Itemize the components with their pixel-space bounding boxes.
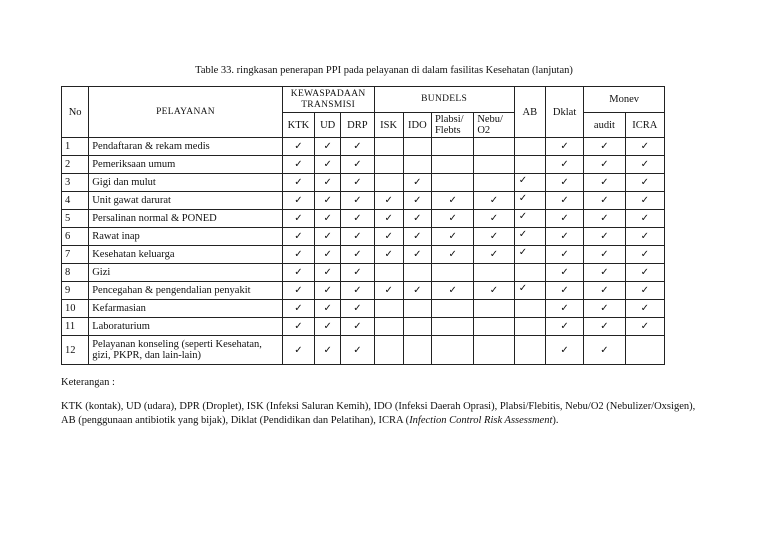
check-mark-icon: ✓ <box>518 229 528 240</box>
table-row <box>62 156 665 174</box>
cell-nebu <box>474 228 514 246</box>
check-mark-icon: ✓ <box>560 141 569 152</box>
cell-ud <box>315 174 341 192</box>
check-mark-icon: ✓ <box>518 283 528 294</box>
cell-ktk <box>282 300 314 318</box>
cell-plabsi <box>431 210 473 228</box>
table-row <box>62 192 665 210</box>
check-mark-icon: ✓ <box>489 231 499 242</box>
check-mark-icon: ✓ <box>323 321 332 332</box>
cell-diklat <box>545 228 583 246</box>
cell-ud <box>315 300 341 318</box>
cell-icra <box>625 210 664 228</box>
check-mark-icon: ✓ <box>353 159 362 170</box>
keterangan-description <box>61 400 701 428</box>
cell-ud <box>315 246 341 264</box>
row-service-name: Gigi dan mulut <box>89 174 283 192</box>
check-mark-icon: ✓ <box>323 177 332 188</box>
cell-drp <box>341 246 374 264</box>
header-nebu: Nebu/ O2 <box>474 113 514 138</box>
cell-nebu <box>474 336 514 365</box>
check-mark-icon: ✓ <box>640 321 649 332</box>
cell-isk <box>374 210 403 228</box>
check-mark-icon: ✓ <box>353 285 362 296</box>
cell-icra <box>625 192 664 210</box>
check-mark-icon: ✓ <box>353 213 362 224</box>
cell-ud <box>315 336 341 365</box>
check-mark-icon: ✓ <box>323 267 332 278</box>
cell-diklat <box>545 246 583 264</box>
check-mark-icon: ✓ <box>353 267 362 278</box>
check-mark-icon: ✓ <box>518 211 528 222</box>
cell-nebu <box>474 138 514 156</box>
cell-drp <box>341 174 374 192</box>
keterangan-text: KTK (kontak), UD (udara), DPR (Droplet), ISK (Infeksi Saluran Kemih), IDO (Infeksi Daerah Oprasi), Plabsi/Flebitis, Nebu/O2 (Nebulizer/Oxsigen), AB (penggunaan antibiotik yang bijak), Diklat (Pendidikan dan Pelatihan), ICRA ( <box>61 401 696 426</box>
cell-isk <box>374 318 403 336</box>
check-mark-icon: ✓ <box>294 159 303 170</box>
cell-diklat <box>545 174 583 192</box>
check-mark-icon: ✓ <box>323 141 332 152</box>
cell-ido <box>403 336 431 365</box>
table-row <box>62 246 665 264</box>
cell-diklat <box>545 264 583 282</box>
check-mark-icon: ✓ <box>353 303 362 314</box>
check-mark-icon: ✓ <box>640 303 649 314</box>
row-number: 8 <box>62 264 89 282</box>
cell-ud <box>315 282 341 300</box>
cell-drp <box>341 210 374 228</box>
cell-ab <box>514 138 545 156</box>
cell-isk <box>374 192 403 210</box>
cell-plabsi <box>431 282 473 300</box>
cell-ab <box>514 336 545 365</box>
cell-ab <box>514 282 545 300</box>
row-service-name: Gizi <box>89 264 283 282</box>
check-mark-icon: ✓ <box>560 267 569 278</box>
cell-nebu <box>474 300 514 318</box>
check-mark-icon: ✓ <box>640 141 649 152</box>
cell-ktk <box>282 210 314 228</box>
row-number: 5 <box>62 210 89 228</box>
cell-ktk <box>282 228 314 246</box>
cell-isk <box>374 264 403 282</box>
table-row <box>62 210 665 228</box>
cell-ktk <box>282 318 314 336</box>
check-mark-icon: ✓ <box>560 303 569 314</box>
check-mark-icon: ✓ <box>323 249 332 260</box>
cell-drp <box>341 318 374 336</box>
cell-ab <box>514 300 545 318</box>
cell-ktk <box>282 174 314 192</box>
cell-ktk <box>282 336 314 365</box>
cell-drp <box>341 264 374 282</box>
row-service-name: Pemeriksaan umum <box>89 156 283 174</box>
row-service-name: Unit gawat darurat <box>89 192 283 210</box>
check-mark-icon: ✓ <box>353 344 362 356</box>
cell-isk <box>374 246 403 264</box>
cell-ab <box>514 246 545 264</box>
cell-plabsi <box>431 156 473 174</box>
row-service-name: Rawat inap <box>89 228 283 246</box>
cell-plabsi <box>431 246 473 264</box>
cell-nebu <box>474 246 514 264</box>
check-mark-icon: ✓ <box>413 213 422 224</box>
row-service-name: Kesehatan keluarga <box>89 246 283 264</box>
cell-diklat <box>545 336 583 365</box>
check-mark-icon: ✓ <box>640 195 649 206</box>
row-service-name: Kefarmasian <box>89 300 283 318</box>
check-mark-icon: ✓ <box>560 231 569 242</box>
cell-drp <box>341 156 374 174</box>
check-mark-icon: ✓ <box>294 231 303 242</box>
cell-ido <box>403 138 431 156</box>
check-mark-icon: ✓ <box>560 285 569 296</box>
check-mark-icon: ✓ <box>600 285 609 296</box>
cell-ido <box>403 192 431 210</box>
cell-ab <box>514 318 545 336</box>
cell-ido <box>403 282 431 300</box>
cell-icra <box>625 138 664 156</box>
table-row <box>62 138 665 156</box>
cell-nebu <box>474 264 514 282</box>
table-row <box>62 174 665 192</box>
keterangan-end: ). <box>552 415 559 426</box>
cell-audit <box>584 336 625 365</box>
check-mark-icon: ✓ <box>640 231 649 242</box>
check-mark-icon: ✓ <box>353 321 362 332</box>
check-mark-icon: ✓ <box>600 231 609 242</box>
cell-isk <box>374 300 403 318</box>
check-mark-icon: ✓ <box>518 247 528 258</box>
check-mark-icon: ✓ <box>560 213 569 224</box>
cell-plabsi <box>431 192 473 210</box>
check-mark-icon: ✓ <box>294 267 303 278</box>
check-mark-icon: ✓ <box>600 249 609 260</box>
check-mark-icon: ✓ <box>560 344 569 356</box>
check-mark-icon: ✓ <box>353 195 362 206</box>
check-mark-icon: ✓ <box>353 177 362 188</box>
cell-ido <box>403 246 431 264</box>
cell-plabsi <box>431 138 473 156</box>
cell-audit <box>584 174 625 192</box>
cell-diklat <box>545 192 583 210</box>
header-audit: audit <box>584 113 625 138</box>
row-number: 2 <box>62 156 89 174</box>
cell-isk <box>374 336 403 365</box>
check-mark-icon: ✓ <box>640 267 649 278</box>
cell-icra <box>625 282 664 300</box>
cell-plabsi <box>431 300 473 318</box>
check-mark-icon: ✓ <box>640 213 649 224</box>
cell-nebu <box>474 282 514 300</box>
check-mark-icon: ✓ <box>384 195 393 206</box>
check-mark-icon: ✓ <box>294 213 303 224</box>
check-mark-icon: ✓ <box>518 193 528 204</box>
check-mark-icon: ✓ <box>323 213 332 224</box>
check-mark-icon: ✓ <box>323 303 332 314</box>
check-mark-icon: ✓ <box>294 321 303 332</box>
cell-ido <box>403 318 431 336</box>
cell-isk <box>374 174 403 192</box>
cell-icra <box>625 318 664 336</box>
cell-icra <box>625 300 664 318</box>
table-row <box>62 336 665 365</box>
cell-plabsi <box>431 174 473 192</box>
cell-ktk <box>282 192 314 210</box>
header-pelayanan: PELAYANAN <box>89 87 283 138</box>
row-number: 6 <box>62 228 89 246</box>
header-ud: UD <box>315 113 341 138</box>
check-mark-icon: ✓ <box>294 141 303 152</box>
header-plabsi: Plabsi/ Flebts <box>431 113 473 138</box>
cell-drp <box>341 192 374 210</box>
cell-ido <box>403 210 431 228</box>
row-service-name: Pelayanan konseling (seperti Kesehatan, gizi, PKPR, dan lain-lain) <box>89 336 283 365</box>
header-isk: ISK <box>374 113 403 138</box>
cell-icra <box>625 246 664 264</box>
check-mark-icon: ✓ <box>560 159 569 170</box>
cell-audit <box>584 318 625 336</box>
cell-drp <box>341 282 374 300</box>
cell-ido <box>403 174 431 192</box>
check-mark-icon: ✓ <box>640 249 649 260</box>
cell-ido <box>403 228 431 246</box>
check-mark-icon: ✓ <box>413 285 422 296</box>
table-row <box>62 282 665 300</box>
table-row <box>62 264 665 282</box>
cell-audit <box>584 264 625 282</box>
cell-ktk <box>282 138 314 156</box>
check-mark-icon: ✓ <box>323 344 332 356</box>
cell-ud <box>315 264 341 282</box>
header-ab: AB <box>514 87 545 138</box>
cell-nebu <box>474 174 514 192</box>
cell-ud <box>315 318 341 336</box>
cell-audit <box>584 192 625 210</box>
cell-ud <box>315 156 341 174</box>
check-mark-icon: ✓ <box>294 285 303 296</box>
table-row <box>62 300 665 318</box>
check-mark-icon: ✓ <box>489 285 499 296</box>
cell-ido <box>403 156 431 174</box>
check-mark-icon: ✓ <box>640 285 649 296</box>
row-service-name: Pencegahan & pengendalian penyakit <box>89 282 283 300</box>
cell-ud <box>315 192 341 210</box>
cell-diklat <box>545 138 583 156</box>
check-mark-icon: ✓ <box>600 303 609 314</box>
check-mark-icon: ✓ <box>489 213 499 224</box>
row-number: 9 <box>62 282 89 300</box>
keterangan-label: Keterangan : <box>61 377 115 388</box>
check-mark-icon: ✓ <box>640 159 649 170</box>
check-mark-icon: ✓ <box>294 195 303 206</box>
check-mark-icon: ✓ <box>413 231 422 242</box>
cell-plabsi <box>431 336 473 365</box>
check-mark-icon: ✓ <box>448 231 457 242</box>
cell-icra <box>625 228 664 246</box>
cell-isk <box>374 228 403 246</box>
check-mark-icon: ✓ <box>413 249 422 260</box>
header-kewaspadaan-transmisi: KEWASPADAAN TRANSMISI <box>282 87 374 113</box>
cell-diklat <box>545 210 583 228</box>
cell-audit <box>584 210 625 228</box>
cell-audit <box>584 228 625 246</box>
header-monev: Monev <box>584 87 665 113</box>
cell-audit <box>584 156 625 174</box>
cell-ab <box>514 156 545 174</box>
cell-drp <box>341 300 374 318</box>
check-mark-icon: ✓ <box>560 195 569 206</box>
check-mark-icon: ✓ <box>600 159 609 170</box>
cell-ab <box>514 210 545 228</box>
check-mark-icon: ✓ <box>600 213 609 224</box>
row-number: 4 <box>62 192 89 210</box>
cell-drp <box>341 336 374 365</box>
cell-nebu <box>474 192 514 210</box>
cell-nebu <box>474 156 514 174</box>
check-mark-icon: ✓ <box>353 231 362 242</box>
cell-audit <box>584 246 625 264</box>
check-mark-icon: ✓ <box>640 177 649 188</box>
cell-ido <box>403 264 431 282</box>
check-mark-icon: ✓ <box>384 285 393 296</box>
header-bundels: BUNDELS <box>374 87 514 113</box>
check-mark-icon: ✓ <box>600 344 609 356</box>
cell-isk <box>374 156 403 174</box>
check-mark-icon: ✓ <box>353 141 362 152</box>
check-mark-icon: ✓ <box>518 175 528 186</box>
cell-ktk <box>282 264 314 282</box>
cell-ud <box>315 228 341 246</box>
cell-isk <box>374 138 403 156</box>
check-mark-icon: ✓ <box>353 249 362 260</box>
check-mark-icon: ✓ <box>294 344 303 356</box>
header-drp: DRP <box>341 113 374 138</box>
row-number: 1 <box>62 138 89 156</box>
check-mark-icon: ✓ <box>600 267 609 278</box>
cell-ktk <box>282 246 314 264</box>
table-caption: Table 33. ringkasan penerapan PPI pada pelayanan di dalam fasilitas Kesehatan (lanjutan) <box>195 65 573 76</box>
row-number: 10 <box>62 300 89 318</box>
check-mark-icon: ✓ <box>294 303 303 314</box>
cell-diklat <box>545 300 583 318</box>
header-no: No <box>62 87 89 138</box>
check-mark-icon: ✓ <box>323 159 332 170</box>
check-mark-icon: ✓ <box>560 249 569 260</box>
cell-plabsi <box>431 318 473 336</box>
check-mark-icon: ✓ <box>560 321 569 332</box>
check-mark-icon: ✓ <box>384 213 393 224</box>
row-service-name: Pendaftaran & rekam medis <box>89 138 283 156</box>
check-mark-icon: ✓ <box>384 249 393 260</box>
check-mark-icon: ✓ <box>489 249 499 260</box>
cell-diklat <box>545 156 583 174</box>
check-mark-icon: ✓ <box>384 231 393 242</box>
row-number: 11 <box>62 318 89 336</box>
check-mark-icon: ✓ <box>323 195 332 206</box>
cell-ktk <box>282 282 314 300</box>
cell-isk <box>374 282 403 300</box>
table-row <box>62 318 665 336</box>
cell-audit <box>584 300 625 318</box>
cell-drp <box>341 228 374 246</box>
keterangan-italic: Infection Control Risk Assessment <box>409 415 553 426</box>
row-service-name: Persalinan normal & PONED <box>89 210 283 228</box>
cell-ab <box>514 174 545 192</box>
cell-plabsi <box>431 264 473 282</box>
check-mark-icon: ✓ <box>600 141 609 152</box>
check-mark-icon: ✓ <box>448 285 457 296</box>
cell-audit <box>584 282 625 300</box>
cell-ido <box>403 300 431 318</box>
check-mark-icon: ✓ <box>413 195 422 206</box>
check-mark-icon: ✓ <box>600 321 609 332</box>
cell-ab <box>514 264 545 282</box>
cell-drp <box>341 138 374 156</box>
row-service-name: Laboraturium <box>89 318 283 336</box>
cell-diklat <box>545 282 583 300</box>
cell-ud <box>315 138 341 156</box>
cell-icra <box>625 174 664 192</box>
table-row <box>62 228 665 246</box>
check-mark-icon: ✓ <box>413 177 422 188</box>
header-icra: ICRA <box>625 113 664 138</box>
cell-ab <box>514 192 545 210</box>
cell-ab <box>514 228 545 246</box>
cell-diklat <box>545 318 583 336</box>
check-mark-icon: ✓ <box>294 249 303 260</box>
check-mark-icon: ✓ <box>489 195 499 206</box>
cell-icra <box>625 156 664 174</box>
check-mark-icon: ✓ <box>323 285 332 296</box>
cell-ktk <box>282 156 314 174</box>
row-number: 3 <box>62 174 89 192</box>
check-mark-icon: ✓ <box>448 195 457 206</box>
cell-plabsi <box>431 228 473 246</box>
header-diklat: Dklat <box>545 87 583 138</box>
cell-ud <box>315 210 341 228</box>
check-mark-icon: ✓ <box>600 177 609 188</box>
header-ktk: KTK <box>282 113 314 138</box>
check-mark-icon: ✓ <box>448 213 457 224</box>
cell-nebu <box>474 210 514 228</box>
check-mark-icon: ✓ <box>560 177 569 188</box>
cell-nebu <box>474 318 514 336</box>
cell-audit <box>584 138 625 156</box>
row-number: 7 <box>62 246 89 264</box>
cell-icra <box>625 336 664 365</box>
check-mark-icon: ✓ <box>323 231 332 242</box>
ppi-summary-table <box>61 86 665 365</box>
check-mark-icon: ✓ <box>448 249 457 260</box>
check-mark-icon: ✓ <box>600 195 609 206</box>
row-number: 12 <box>62 336 89 365</box>
header-ido: IDO <box>403 113 431 138</box>
check-mark-icon: ✓ <box>294 177 303 188</box>
cell-icra <box>625 264 664 282</box>
